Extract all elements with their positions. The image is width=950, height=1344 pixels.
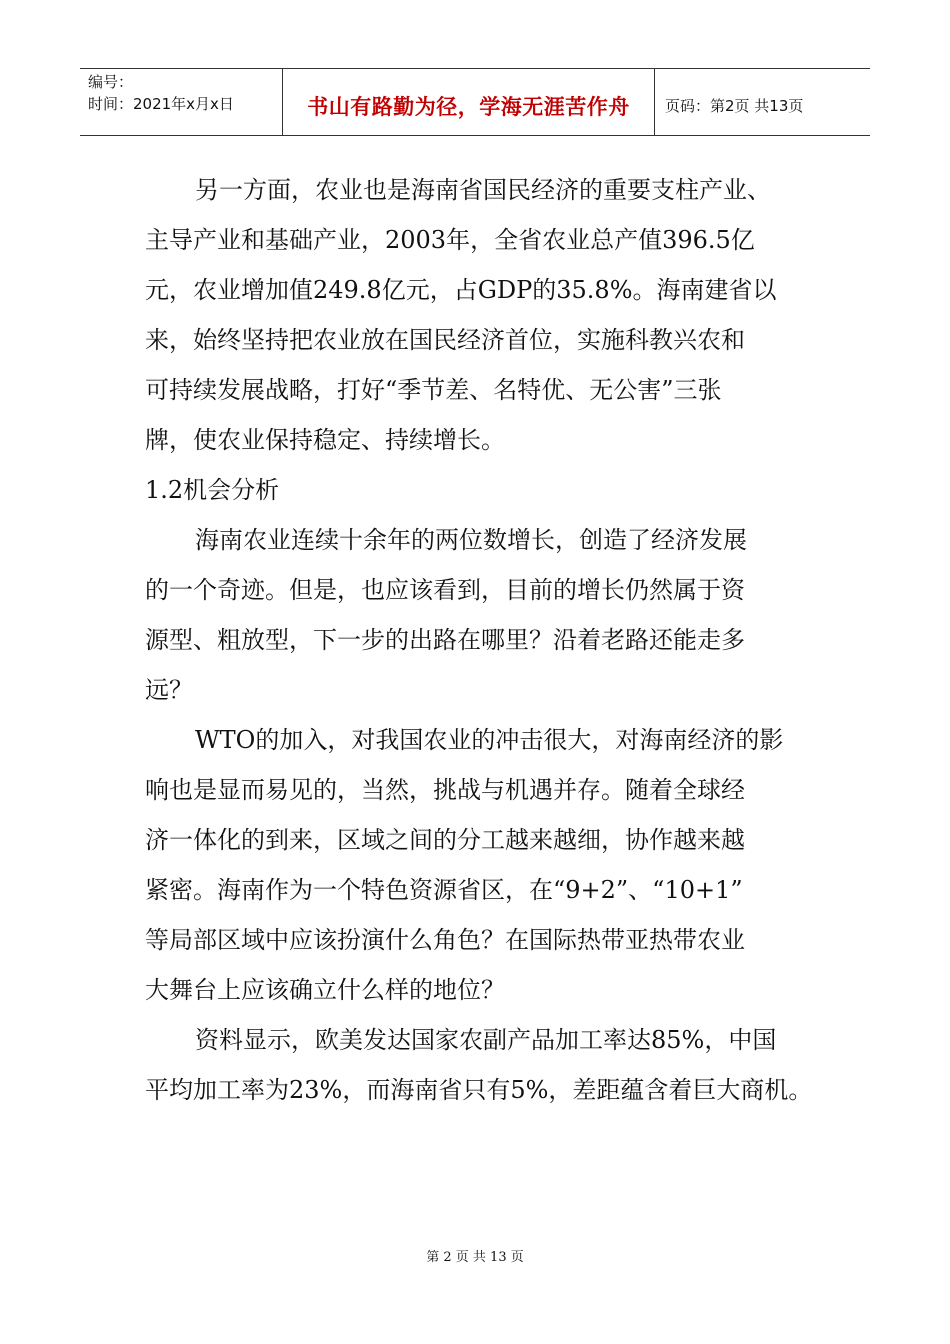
paragraph-line: WTO的加入，对我国农业的冲击很大，对海南经济的影: [195, 726, 784, 754]
paragraph-line: 主导产业和基础产业，2003年，全省农业总产值396.5亿: [145, 226, 755, 254]
paragraph-line: 平均加工率为23%，而海南省只有5%，差距蕴含着巨大商机。: [145, 1076, 813, 1104]
header-page-info: 页码：第2页 共13页: [665, 96, 804, 115]
document-number-label: 编号：: [88, 73, 134, 91]
paragraph-line: 远？: [145, 676, 193, 704]
header-motto-cell: [283, 69, 655, 135]
header-motto: 书山有路勤为径，学海无涯苦作舟: [307, 95, 630, 119]
header-page-cell: [655, 69, 870, 135]
paragraph-line: 紧密。海南作为一个特色资源省区，在“9+2”、“10+1”: [145, 876, 743, 904]
paragraph-line: 济一体化的到来，区域之间的分工越来越细，协作越来越: [145, 826, 745, 854]
page-header: [80, 68, 870, 136]
paragraph-line: 可持续发展战略，打好“季节差、名特优、无公害”三张: [145, 376, 722, 404]
paragraph-line: 另一方面，农业也是海南省国民经济的重要支柱产业、: [195, 176, 771, 204]
paragraph-line: 海南农业连续十余年的两位数增长，创造了经济发展: [195, 526, 747, 554]
section-heading: 1.2机会分析: [145, 476, 280, 504]
document-time-label: 时间：2021年x月x日: [88, 95, 234, 113]
paragraph-line: 来，始终坚持把农业放在国民经济首位，实施科教兴农和: [145, 326, 745, 354]
paragraph-line: 牌，使农业保持稳定、持续增长。: [145, 426, 505, 454]
paragraph-line: 元，农业增加值249.8亿元，占GDP的35.8%。海南建省以: [145, 276, 777, 304]
paragraph-line: 资料显示，欧美发达国家农副产品加工率达85%，中国: [195, 1026, 777, 1054]
paragraph-line: 大舞台上应该确立什么样的地位？: [145, 976, 505, 1004]
page-footer: 第 2 页 共 13 页: [426, 1250, 524, 1265]
paragraph-line: 响也是显而易见的，当然，挑战与机遇并存。随着全球经: [145, 776, 745, 804]
paragraph-line: 的一个奇迹。但是，也应该看到，目前的增长仍然属于资: [145, 576, 745, 604]
paragraph-line: 等局部区域中应该扮演什么角色？在国际热带亚热带农业: [145, 926, 745, 954]
paragraph-line: 源型、粗放型，下一步的出路在哪里？沿着老路还能走多: [145, 626, 745, 654]
header-meta: [80, 69, 283, 135]
document-body: [145, 165, 815, 1115]
